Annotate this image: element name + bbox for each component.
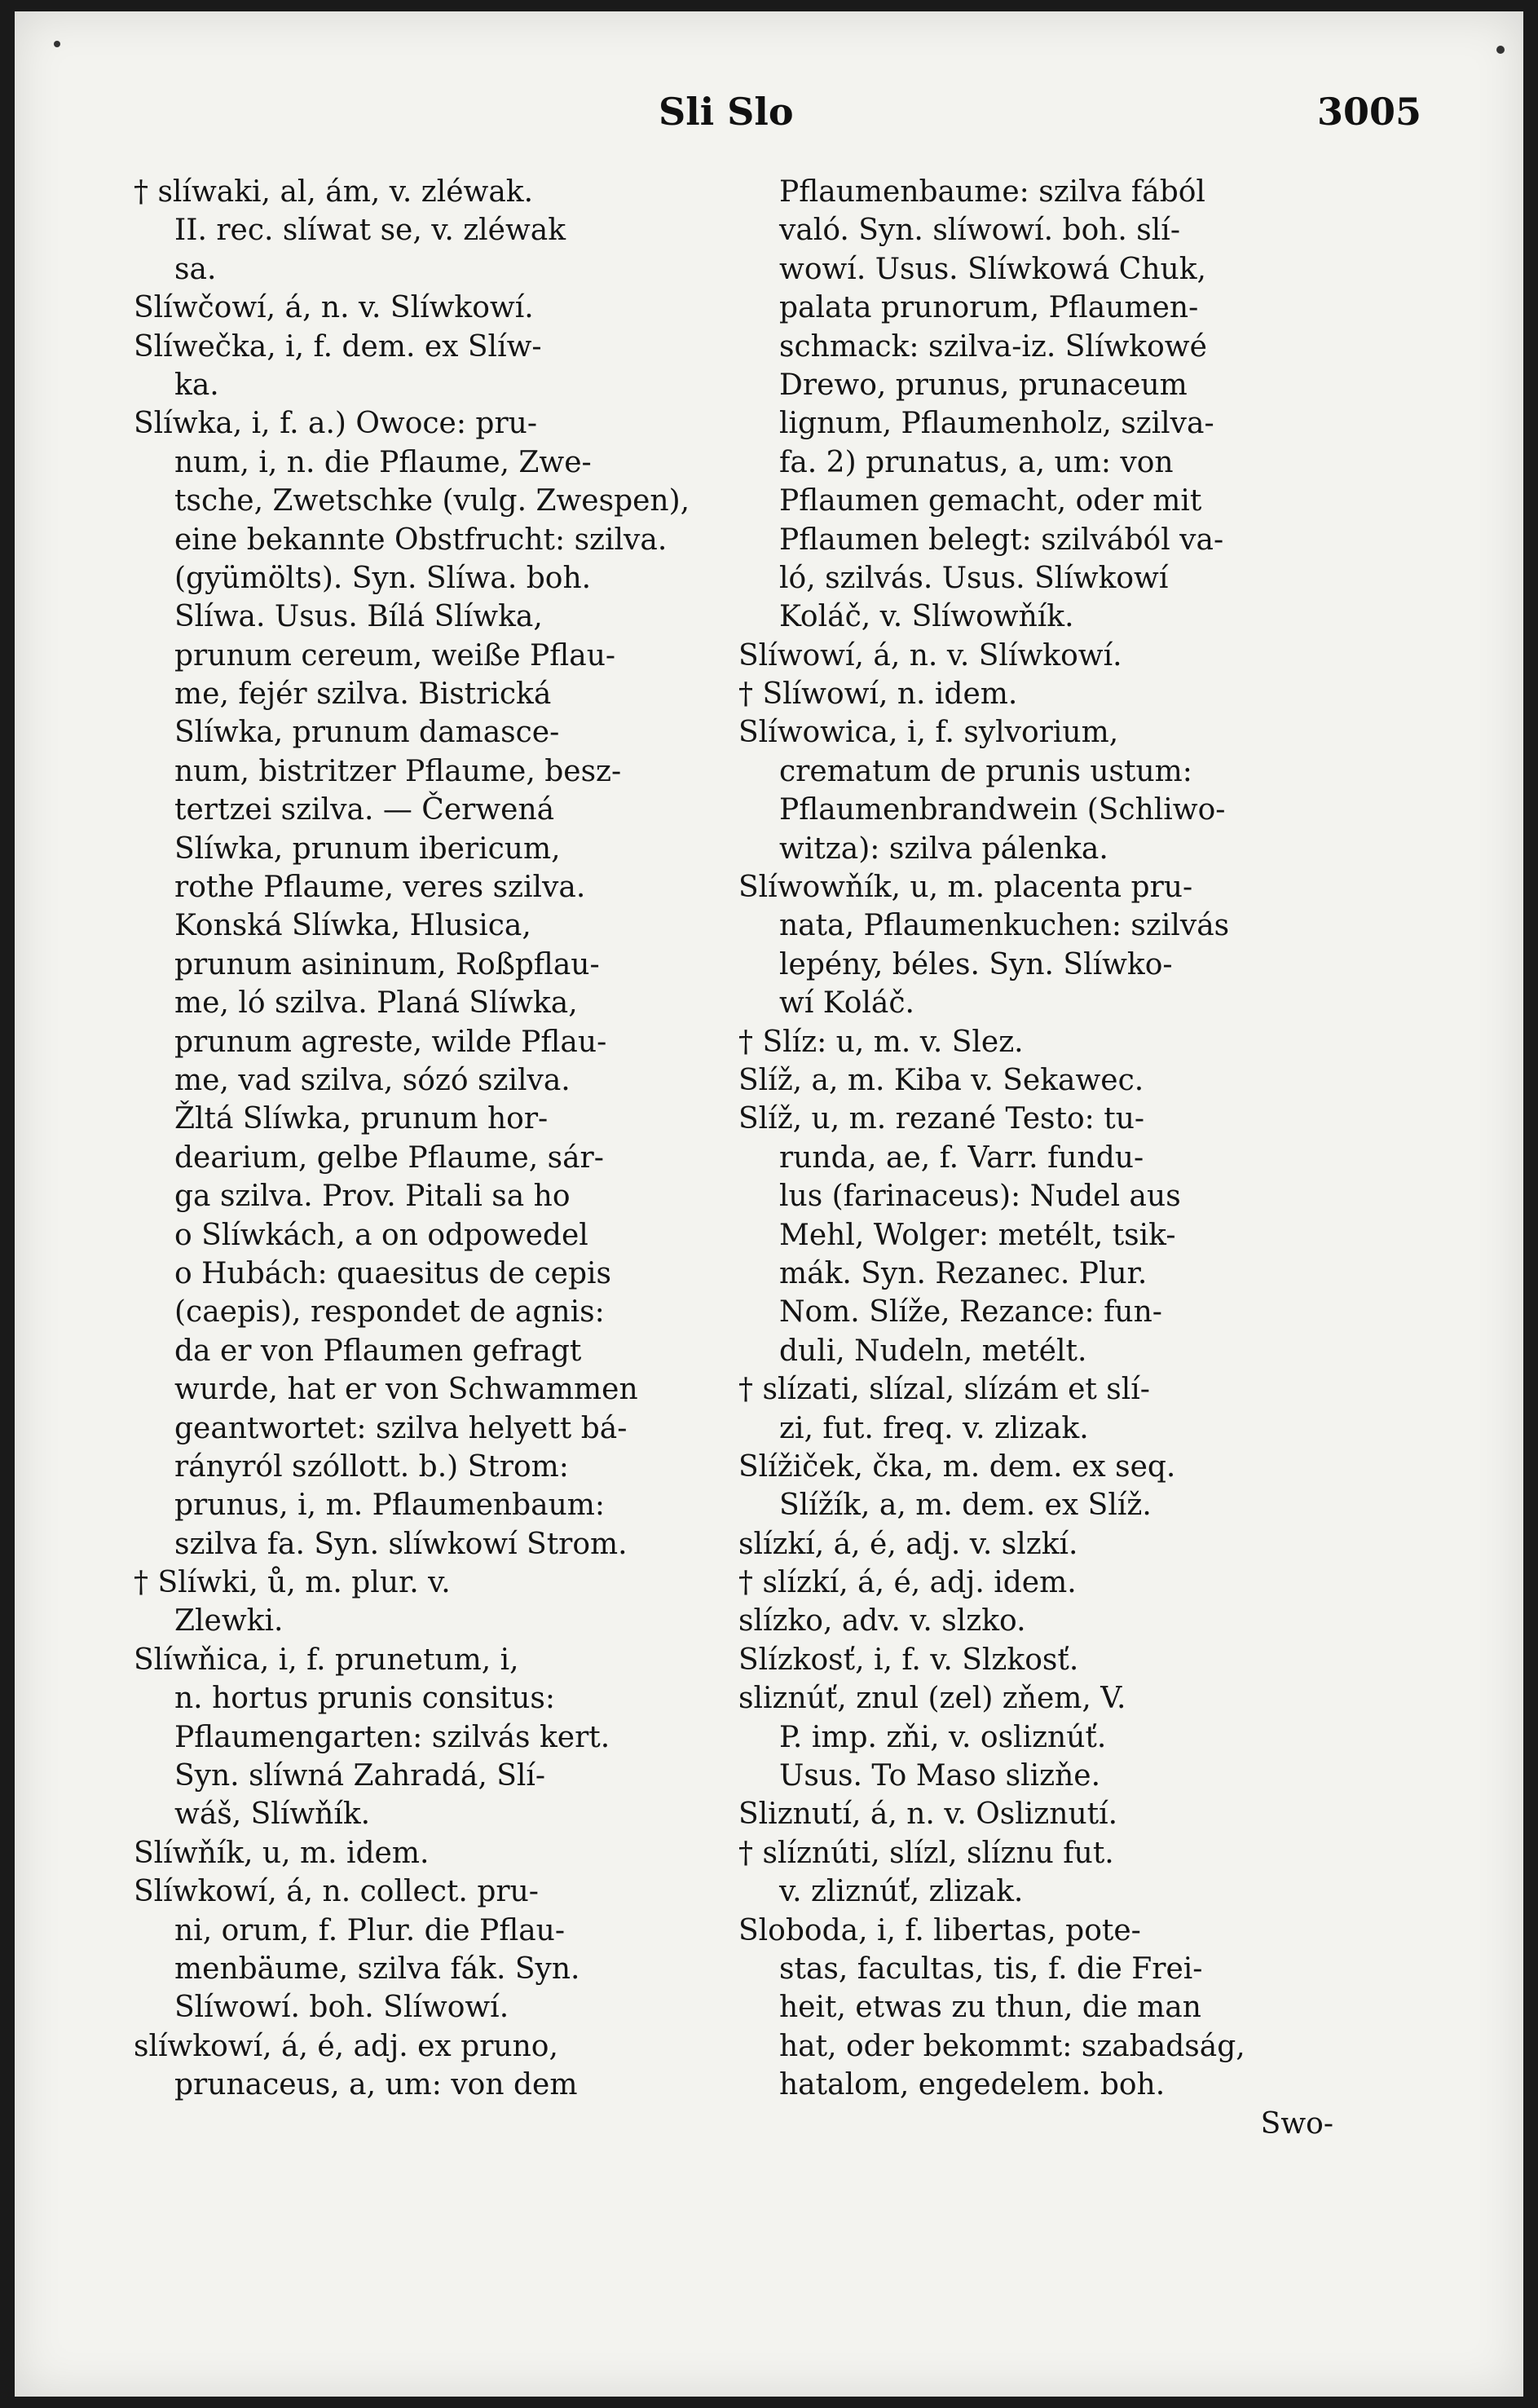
page-number: 3005: [1316, 90, 1421, 134]
entry-line: prunus, i, m. Pflaumenbaum:: [174, 1488, 606, 1523]
entry-line: Slízkosť, i, f. v. Slzkosť.: [738, 1643, 1079, 1677]
entry-line: Drewo, prunus, prunaceum: [779, 368, 1188, 402]
entry-line: geantwortet: szilva helyett bá-: [174, 1411, 628, 1445]
entry-line: slíwkowí, á, é, adj. ex pruno,: [134, 2029, 558, 2063]
entry-line: (caepis), respondet de agnis:: [174, 1295, 605, 1330]
left-column: [134, 173, 729, 2105]
entry-line: Slíwkowí, á, n. collect. pru-: [134, 1875, 539, 1909]
entry-line: Slíwečka, i, f. dem. ex Slíw-: [134, 329, 542, 364]
running-head: [15, 90, 1523, 139]
entry-line: heit, etwas zu thun, die man: [779, 1991, 1201, 2025]
entry-line: slízkí, á, é, adj. v. slzkí.: [738, 1527, 1078, 1561]
entry-line: † slíznúti, slízl, slíznu fut.: [738, 1836, 1114, 1870]
entry-line: me, ló szilva. Planá Slíwka,: [174, 986, 578, 1021]
entry-line: witza): szilva pálenka.: [779, 831, 1108, 866]
entry-line: rothe Pflaume, veres szilva.: [174, 871, 586, 905]
entry-line: num, bistritzer Pflaume, besz-: [174, 754, 622, 788]
entry-line: ni, orum, f. Plur. die Pflau-: [174, 1913, 566, 1947]
right-column: [738, 173, 1342, 2143]
entry-line: † Slíwowí, n. idem.: [738, 677, 1018, 712]
entry-line: Slížík, a, m. dem. ex Slíž.: [779, 1488, 1152, 1523]
entry-line: Syn. slíwná Zahradá, Slí-: [174, 1759, 546, 1793]
entry-line: † Slíz: u, m. v. Slez.: [738, 1025, 1024, 1059]
entry-line: II. rec. slíwat se, v. zléwak: [174, 214, 566, 248]
entry-line: wurde, hat er von Schwammen: [174, 1373, 638, 1407]
entry-line: Slíwa. Usus. Bílá Slíwka,: [174, 600, 543, 634]
entry-line: num, i, n. die Pflaume, Zwe-: [174, 445, 592, 479]
entry-line: Pflaumenbrandwein (Schliwo-: [779, 793, 1226, 827]
entry-line: Pflaumen gemacht, oder mit: [779, 484, 1202, 518]
entry-line: Slíwňík, u, m. idem.: [134, 1836, 430, 1870]
entry-line: wáš, Slíwňík.: [174, 1797, 371, 1832]
entry-line: wí Koláč.: [779, 986, 914, 1021]
entry-line: ló, szilvás. Usus. Slíwkowí: [779, 561, 1169, 595]
entry-line: ga szilva. Prov. Pitali sa ho: [174, 1180, 571, 1214]
entry-line: o Slíwkách, a on odpowedel: [174, 1218, 588, 1252]
entry-line: lus (farinaceus): Nudel aus: [779, 1180, 1181, 1214]
entry-line: Koláč, v. Slíwowňík.: [779, 600, 1074, 634]
entry-line: tertzei szilva. — Čerwená: [174, 793, 555, 827]
entry-line: Slíwňica, i, f. prunetum, i,: [134, 1643, 519, 1677]
entry-line: Slíwka, prunum ibericum,: [174, 831, 561, 866]
entry-line: me, vad szilva, sózó szilva.: [174, 1063, 571, 1097]
entry-line: o Hubách: quaesitus de cepis: [174, 1256, 611, 1290]
entry-line: Slíwowí, á, n. v. Slíwkowí.: [738, 638, 1122, 673]
entry-line: prunaceus, a, um: von dem: [174, 2068, 578, 2102]
entry-line: nata, Pflaumenkuchen: szilvás: [779, 909, 1230, 943]
entry-line: (gyümölts). Syn. Slíwa. boh.: [174, 561, 592, 595]
entry-line: Swo-: [1260, 2106, 1333, 2141]
entry-line: hat, oder bekommt: szabadság,: [779, 2029, 1245, 2063]
entry-line: † Slíwki, ů, m. plur. v.: [134, 1566, 451, 1600]
entry-line: lignum, Pflaumenholz, szilva-: [779, 407, 1214, 441]
entry-line: Nom. Slíže, Rezance: fun-: [779, 1295, 1162, 1330]
entry-line: n. hortus prunis consitus:: [174, 1682, 556, 1716]
entry-line: Pflaumengarten: szilvás kert.: [174, 1720, 610, 1754]
entry-line: sa.: [174, 252, 217, 286]
entry-line: runda, ae, f. Varr. fundu-: [779, 1140, 1144, 1175]
entry-line: Usus. To Maso slizňe.: [779, 1759, 1101, 1793]
running-head-title: Sli Slo: [659, 90, 794, 134]
entry-line: fa. 2) prunatus, a, um: von: [779, 445, 1174, 479]
entry-line: zi, fut. freq. v. zlizak.: [779, 1411, 1089, 1445]
entry-line: v. zliznúť, zlizak.: [779, 1875, 1024, 1909]
scan-speck: [54, 41, 60, 47]
entry-line: wowí. Usus. Slíwkowá Chuk,: [779, 252, 1206, 286]
entry-line: me, fejér szilva. Bistrická: [174, 677, 552, 712]
entry-line: Pflaumen belegt: szilvából va-: [779, 523, 1224, 557]
entry-line: Sloboda, i, f. libertas, pote-: [738, 1913, 1141, 1947]
entry-line: da er von Pflaumen gefragt: [174, 1334, 582, 1368]
entry-line: Pflaumenbaume: szilva fából: [779, 175, 1205, 209]
entry-line: Slíž, a, m. Kiba v. Sekawec.: [738, 1063, 1144, 1097]
entry-line: hatalom, engedelem. boh.: [779, 2068, 1166, 2102]
dictionary-page: [15, 11, 1523, 2397]
entry-line: való. Syn. slíwowí. boh. slí-: [779, 214, 1180, 248]
entry-line: Slíwka, prunum damasce-: [174, 716, 560, 750]
entry-line: eine bekannte Obstfrucht: szilva.: [174, 523, 668, 557]
entry-line: Slíwka, i, f. a.) Owoce: pru-: [134, 407, 538, 441]
entry-line: Žltá Slíwka, prunum hor-: [174, 1102, 549, 1136]
entry-line: mák. Syn. Rezanec. Plur.: [779, 1256, 1148, 1290]
entry-line: † slízkí, á, é, adj. idem.: [738, 1566, 1077, 1600]
entry-line: schmack: szilva-iz. Slíwkowé: [779, 329, 1207, 364]
entry-line: duli, Nudeln, metélt.: [779, 1334, 1087, 1368]
entry-line: Sliznutí, á, n. v. Osliznutí.: [738, 1797, 1118, 1832]
entry-line: palata prunorum, Pflaumen-: [779, 291, 1199, 325]
entry-line: P. imp. zňi, v. osliznúť.: [779, 1720, 1107, 1754]
entry-line: slízko, adv. v. slzko.: [738, 1604, 1026, 1638]
entry-line: † slíwaki, al, ám, v. zléwak.: [134, 175, 534, 209]
scan-speck: [1496, 46, 1505, 54]
entry-line: prunum agreste, wilde Pflau-: [174, 1025, 607, 1059]
entry-line: Konská Slíwka, Hlusica,: [174, 909, 531, 943]
entry-line: Slíwčowí, á, n. v. Slíwkowí.: [134, 291, 534, 325]
entry-line: † slízati, slízal, slízám et slí-: [738, 1373, 1150, 1407]
entry-line: Slíwowí. boh. Slíwowí.: [174, 1991, 509, 2025]
entry-line: Slíž, u, m. rezané Testo: tu-: [738, 1102, 1145, 1136]
entry-line: Slíwowňík, u, m. placenta pru-: [738, 871, 1193, 905]
entry-line: Slíwowica, i, f. sylvorium,: [738, 716, 1119, 750]
entry-line: sliznúť, znul (zel) zňem, V.: [738, 1682, 1126, 1716]
entry-line: Mehl, Wolger: metélt, tsik-: [779, 1218, 1176, 1252]
entry-line: Zlewki.: [174, 1604, 284, 1638]
entry-line: rányról szóllott. b.) Strom:: [174, 1449, 569, 1484]
entry-line: tsche, Zwetschke (vulg. Zwespen),: [174, 484, 690, 518]
entry-line: prunum cereum, weiße Pflau-: [174, 638, 616, 673]
entry-line: prunum asininum, Roßpflau-: [174, 947, 600, 981]
entry-line: stas, facultas, tis, f. die Frei-: [779, 1952, 1203, 1986]
entry-line: crematum de prunis ustum:: [779, 754, 1192, 788]
entry-line: Slížiček, čka, m. dem. ex seq.: [738, 1449, 1176, 1484]
entry-line: lepény, béles. Syn. Slíwko-: [779, 947, 1173, 981]
entry-line: menbäume, szilva fák. Syn.: [174, 1952, 580, 1986]
entry-line: szilva fa. Syn. slíwkowí Strom.: [174, 1527, 628, 1561]
entry-line: ka.: [174, 368, 219, 402]
entry-line: dearium, gelbe Pflaume, sár-: [174, 1140, 604, 1175]
